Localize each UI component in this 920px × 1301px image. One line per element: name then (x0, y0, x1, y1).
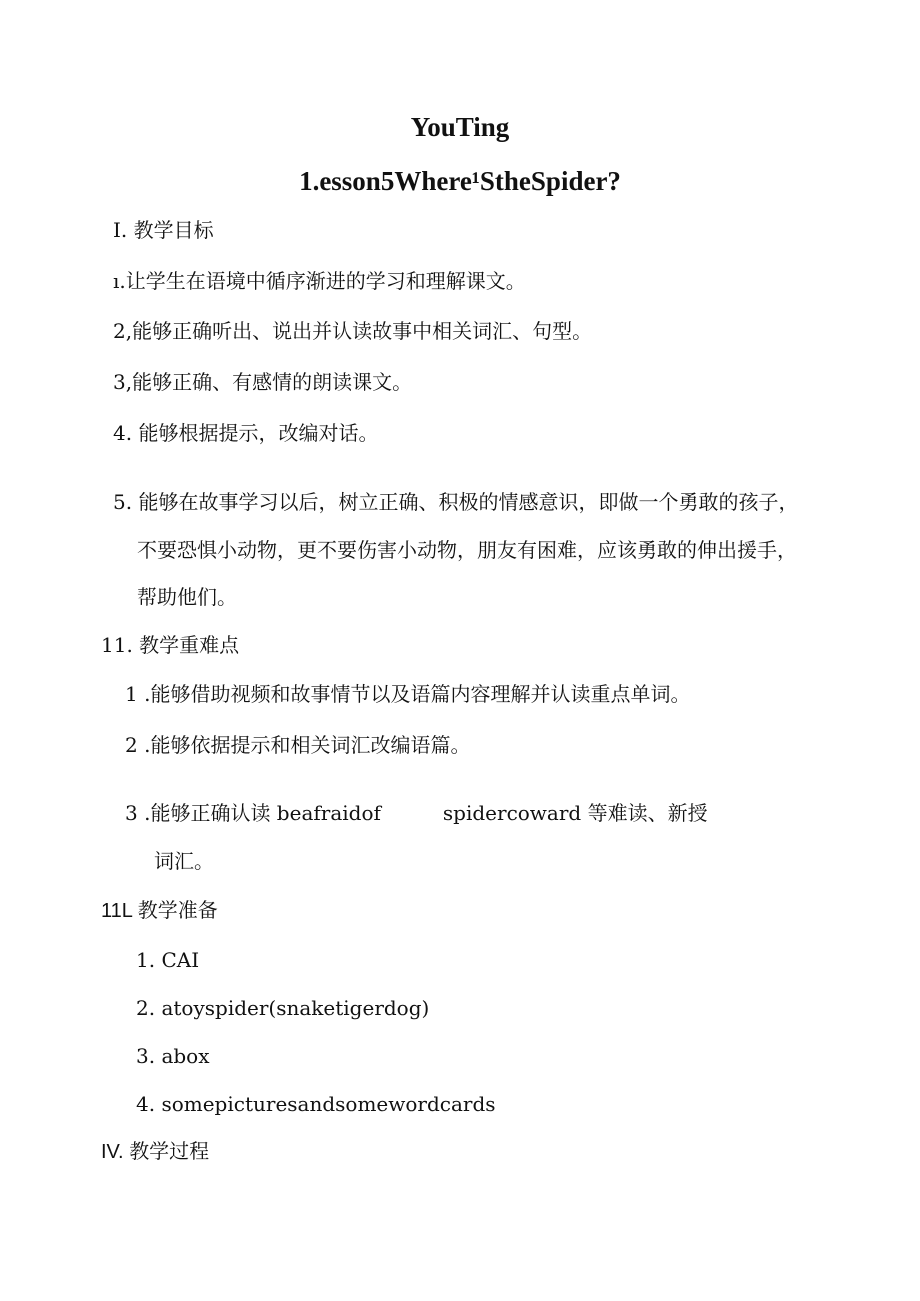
section-label: 教学过程 (129, 1141, 210, 1163)
prep-item (136, 947, 199, 973)
keypoint-item (125, 732, 470, 758)
keypoint-text: .能够借助视频和故事情节以及语篇内容理解并认读重点单词。 (144, 682, 691, 706)
section-heading-keypoints (101, 632, 239, 658)
keypoint-continuation: 词汇。 (154, 849, 214, 873)
keypoint-number: 1 (125, 682, 138, 706)
goal-text: 让学生在语境中循序渐进的学习和理解课文。 (125, 269, 526, 293)
section-number: 11. (101, 633, 133, 657)
prep-text: abox (161, 1044, 210, 1068)
section-number: 11L (101, 900, 133, 922)
document-title: YouTing (410, 112, 510, 142)
section-number: IV. (101, 1141, 124, 1163)
goal-text: 能够正确、有感情的朗读课文。 (132, 370, 413, 394)
keypoint-number: 3 (125, 801, 138, 825)
goal-number: 4 (113, 421, 126, 445)
section-heading-objectives (113, 217, 214, 243)
goal-number: 2, (113, 319, 133, 343)
goal-item (113, 420, 378, 446)
goal-continuation: 不要恐惧小动物，更不要伤害小动物，朋友有困难，应该勇敢的伸出援手， (137, 538, 797, 562)
goal-item (113, 318, 592, 344)
section-heading-process (101, 1139, 209, 1165)
prep-number: 1. (136, 948, 156, 972)
goal-number: 5 (113, 490, 126, 514)
prep-item (136, 1043, 210, 1069)
keypoint-text: .能够依据提示和相关词汇改编语篇。 (144, 733, 471, 757)
section-number: I. (113, 218, 128, 242)
keypoint-text: .能够正确认读 beafraidof (144, 801, 381, 825)
lesson-title: 1.esson5Where¹StheSpider? (299, 166, 621, 196)
goal-item (113, 369, 412, 395)
goal-item (113, 268, 526, 294)
prep-text: CAI (161, 948, 200, 972)
prep-text: somepicturesandsomewordcards (161, 1092, 496, 1116)
section-label: 教学重难点 (139, 633, 240, 657)
keypoint-item (125, 800, 708, 826)
keypoint-number: 2 (125, 733, 138, 757)
prep-number: 2. (136, 996, 156, 1020)
goal-number: 3, (113, 370, 133, 394)
prep-number: 3. (136, 1044, 156, 1068)
section-label: 教学准备 (137, 900, 218, 922)
prep-item (136, 1091, 496, 1117)
goal-item (113, 489, 798, 515)
goal-text: . 能够根据提示，改编对话。 (125, 421, 379, 445)
prep-number: 4. (136, 1092, 156, 1116)
goal-text: 能够正确听出、说出并认读故事中相关词汇、句型。 (132, 319, 593, 343)
goal-number: ı. (113, 269, 126, 293)
prep-text: atoyspider(snaketigerdog) (161, 996, 430, 1020)
section-heading-preparation (101, 898, 218, 924)
keypoint-text: spidercoward 等难读、新授 (442, 801, 708, 825)
goal-text: . 能够在故事学习以后，树立正确、积极的情感意识，即做一个勇敢的孩子， (125, 490, 799, 514)
keypoint-item (125, 681, 690, 707)
prep-item (136, 995, 429, 1021)
goal-continuation: 帮助他们。 (137, 585, 237, 609)
section-label: 教学目标 (133, 218, 214, 242)
